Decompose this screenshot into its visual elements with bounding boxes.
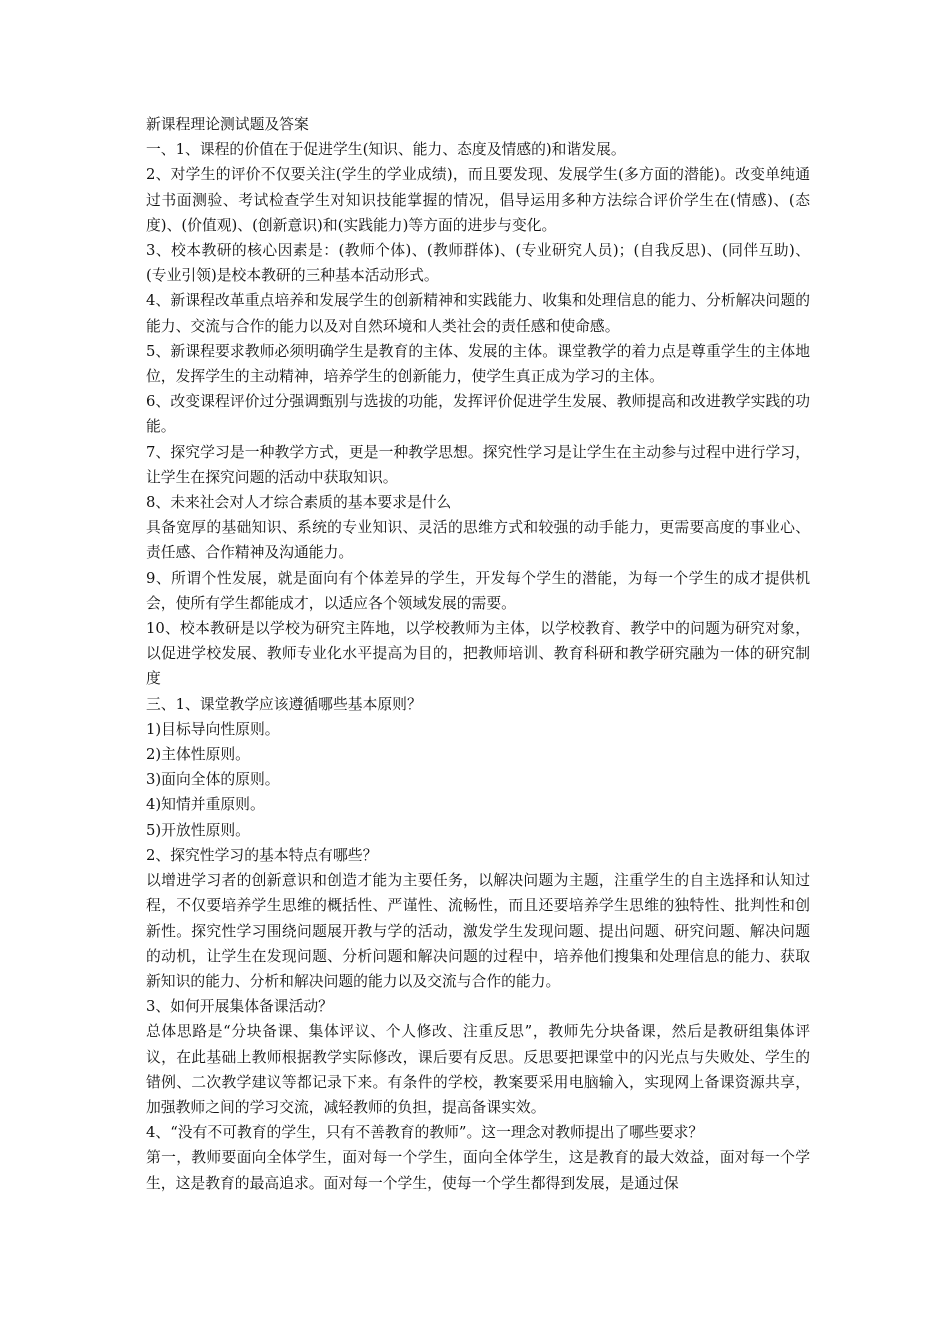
paragraph: 6、改变课程评价过分强调甄别与选拔的功能，发挥评价促进学生发展、教师提高和改进教学实践的功能。 [146,393,810,436]
answer-paragraph: 具备宽厚的基础知识、系统的专业知识、灵活的思维方式和较强的动手能力，更需要高度的事业心、责任感、合作精神及沟通能力。 [146,519,810,562]
list-item: 1)目标导向性原则。 [146,720,280,738]
question-heading: 3、如何开展集体备课活动？ [146,998,333,1016]
paragraph: 9、所谓个性发展，就是面向有个体差异的学生，开发每个学生的潜能，为每一个学生的成才提供机会，使所有学生都能成才，以适应各个领域发展的需要。 [146,569,810,612]
document-page [146,112,810,1196]
list-item: 2)主体性原则。 [146,746,250,764]
answer-paragraph: 第一，教师要面向全体学生，面对每一个学生，面向全体学生，这是教育的最大效益，面对每一个学生，这是教育的最高追求。面对每一个学生，使每一个学生都得到发展，是通过保 [146,1149,810,1192]
paragraph: 10、校本教研是以学校为研究主阵地，以学校教师为主体，以学校教育、教学中的问题为研究对象，以促进学校发展、教师专业化水平提高为目的，把教师培训、教育科研和教学研究融为一体的研究制度 [146,620,810,688]
answer-paragraph: 以增进学习者的创新意识和创造才能为主要任务，以解决问题为主题，注重学生的自主选择和认知过程，不仅要培养学生思维的概括性、严谨性、流畅性，而且还要培养学生思维的独特性、批判性和创新性。探究性学习围绕问题展开教与学的活动，激发学生发现问题、提出问题、研究问题、解决问题的动机，让学生在发现问题、分析问题和解决问题的过程中，培养他们搜集和处理信息的能力、获取新知识的能力、分析和解决问题的能力以及交流与合作的能力。 [146,872,810,990]
section-heading: 三、1、课堂教学应该遵循哪些基本原则？ [146,695,422,713]
list-item: 5)开放性原则。 [146,821,250,839]
paragraph: 4、新课程改革重点培养和发展学生的创新精神和实践能力、收集和处理信息的能力、分析解决问题的能力、交流与合作的能力以及对自然环境和人类社会的责任感和使命感。 [146,292,810,335]
paragraph: 2、对学生的评价不仅要关注(学生的学业成绩)，而且要发现、发展学生(多方面的潜能)。改变单纯通过书面测验、考试检查学生对知识技能掌握的情况，倡导运用多种方法综合评价学生在(情感)、(态度)、(价值观)、(创新意识)和(实践能力)等方面的进步与变化。 [146,166,810,234]
document-title: 新课程理论测试题及答案 [146,116,309,133]
question-heading: 8、未来社会对人才综合素质的基本要求是什么 [146,494,452,512]
answer-paragraph: 总体思路是“分块备课、集体评议、个人修改、注重反思”，教师先分块备课，然后是教研组集体评议，在此基础上教师根据教学实际修改，课后要有反思。反思要把课堂中的闪光点与失败处、学生的错例、二次教学建议等都记录下来。有条件的学校，教案要采用电脑输入，实现网上备课资源共享，加强教师之间的学习交流，减轻教师的负担，提高备课实效。 [146,1023,810,1116]
paragraph: 7、探究学习是一种教学方式，更是一种教学思想。探究性学习是让学生在主动参与过程中进行学习，让学生在探究问题的活动中获取知识。 [146,443,810,486]
question-heading: 2、探究性学习的基本特点有哪些？ [146,846,378,864]
list-item: 3)面向全体的原则。 [146,771,280,789]
paragraph: 5、新课程要求教师必须明确学生是教育的主体、发展的主体。课堂教学的着力点是尊重学生的主体地位，发挥学生的主动精神，培养学生的创新能力，使学生真正成为学习的主体。 [146,342,810,386]
list-item: 4)知情并重原则。 [146,796,265,814]
question-heading: 4、“没有不可教育的学生，只有不善教育的教师”。这一理念对教师提出了哪些要求？ [146,1124,704,1142]
paragraph: 3、校本教研的核心因素是：(教师个体)、(教师群体)、(专业研究人员)；(自我反思)、(同伴互助)、(专业引领)是校本教研的三种基本活动形式。 [146,242,810,285]
paragraph: 一、1、课程的价值在于促进学生(知识、能力、态度及情感的)和谐发展。 [146,141,626,159]
